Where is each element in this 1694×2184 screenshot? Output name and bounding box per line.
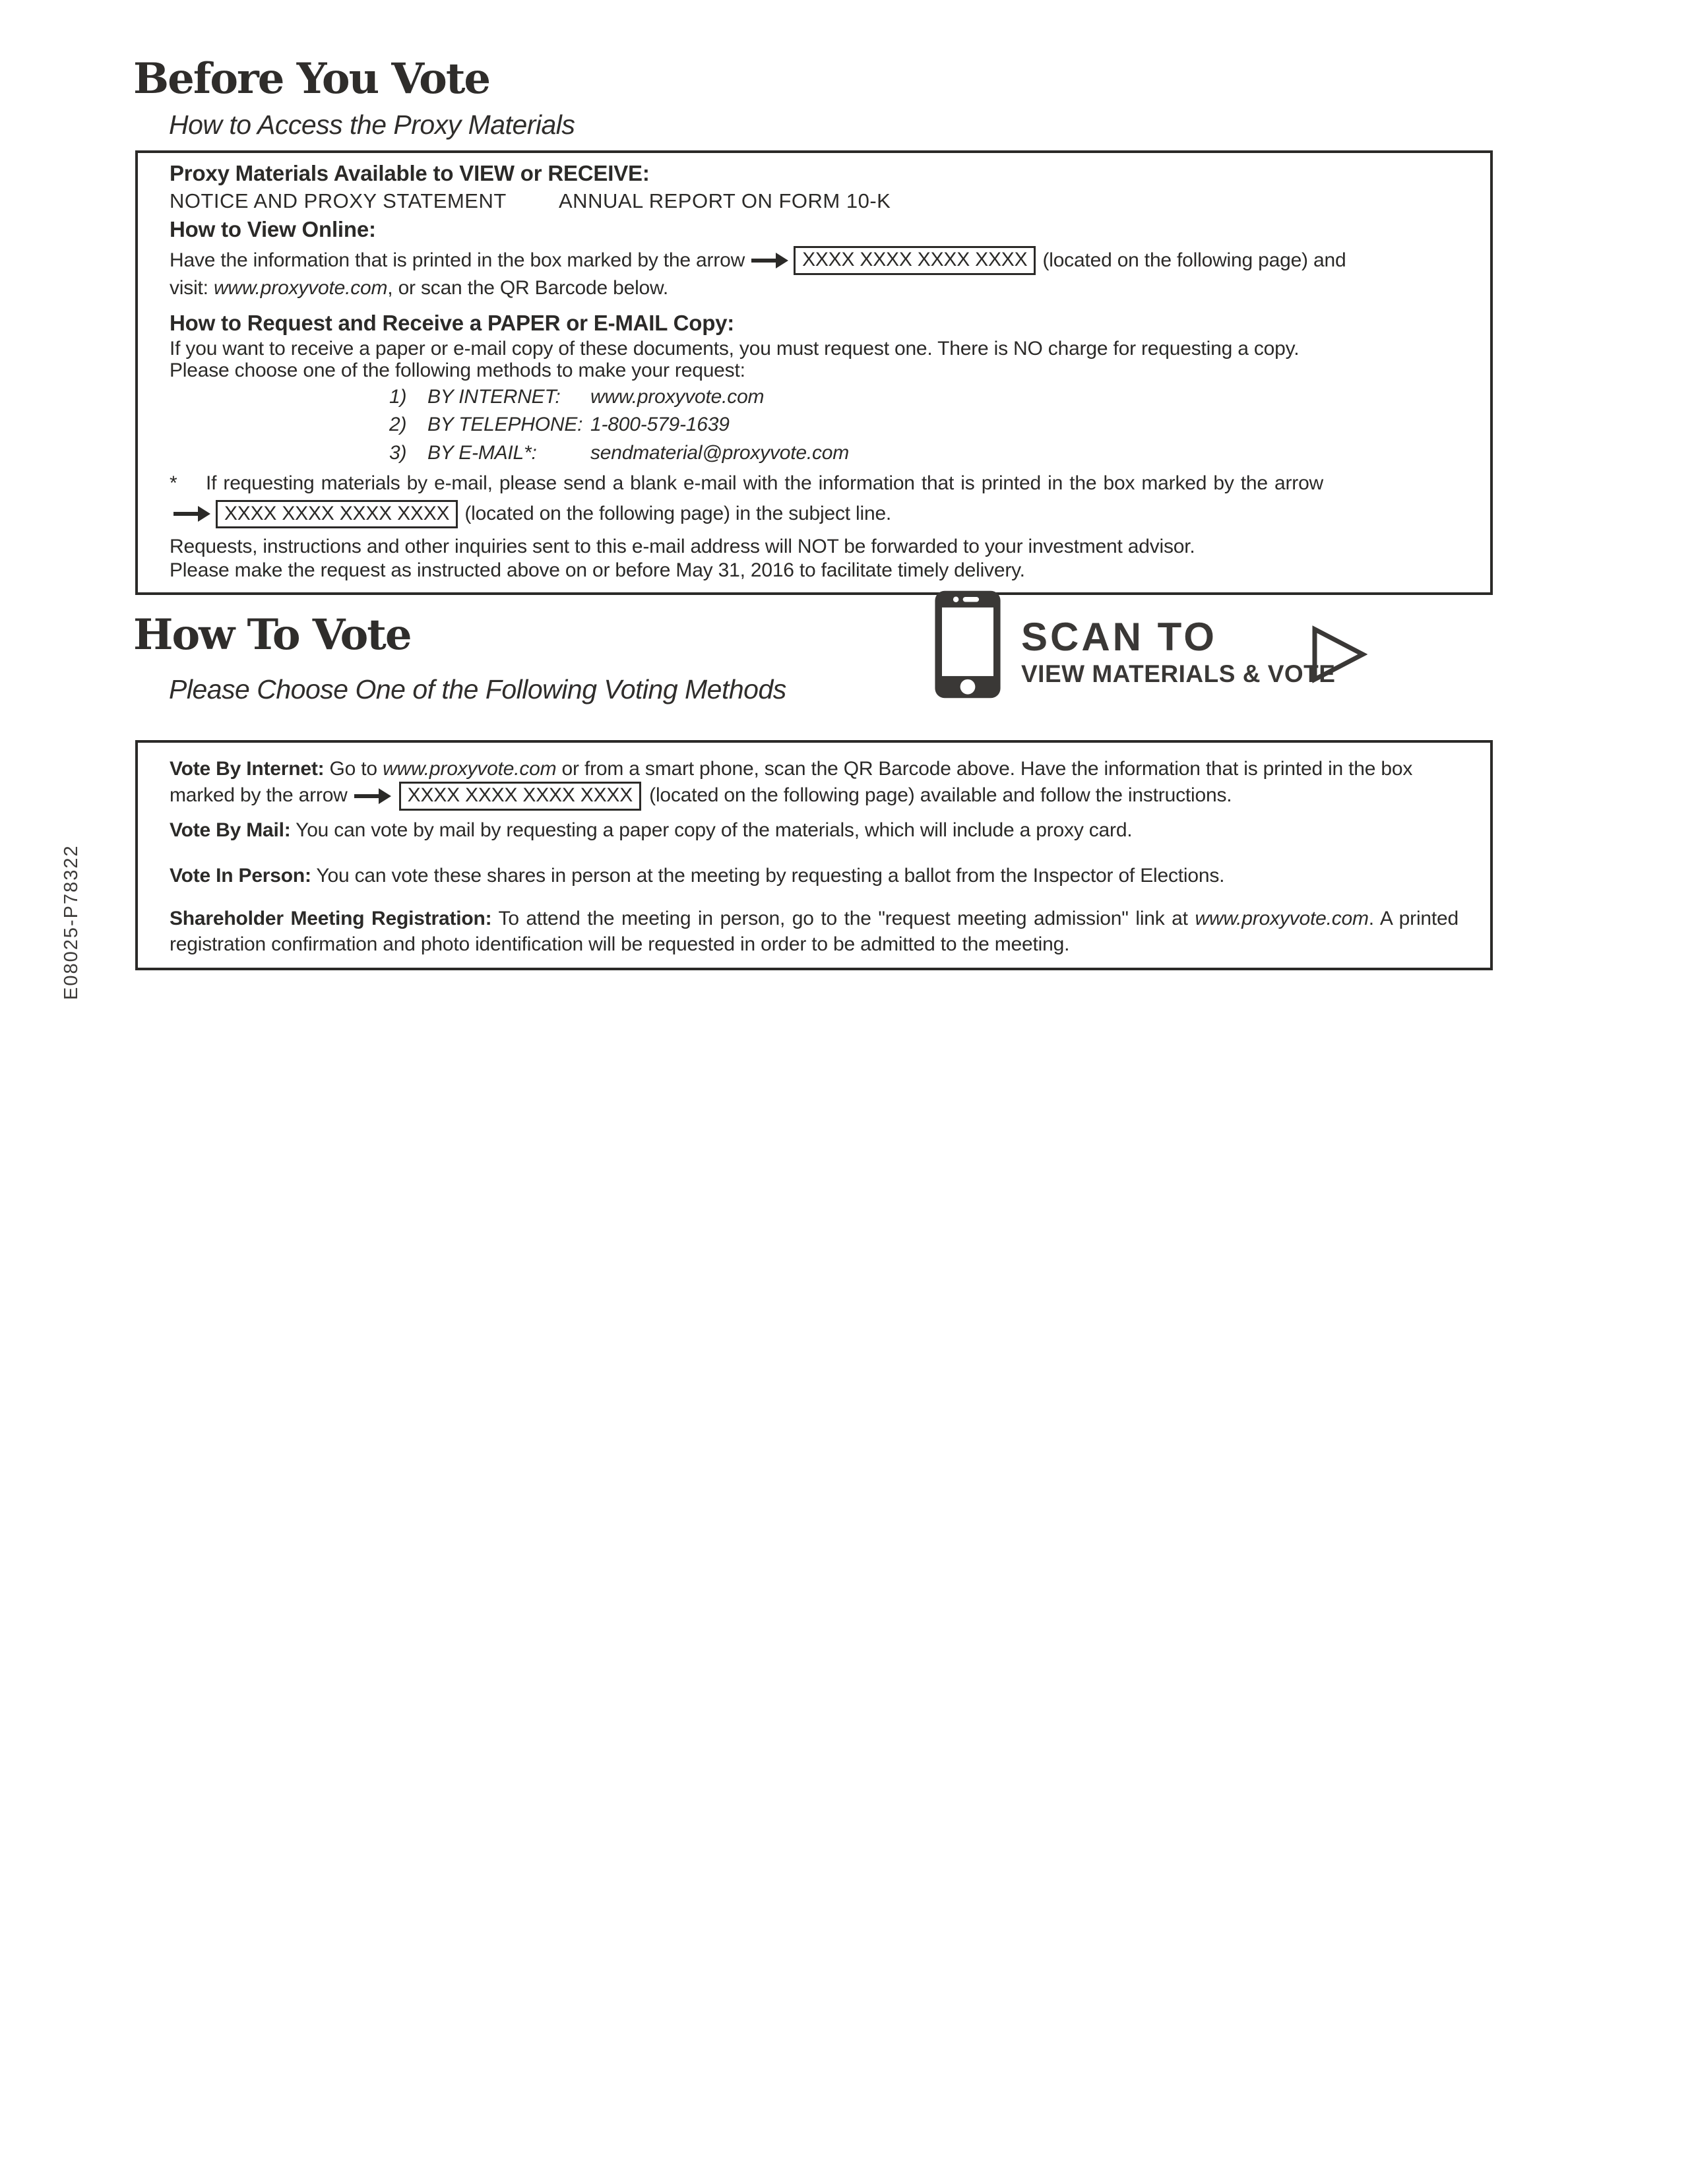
scan-pointer-triangle-icon bbox=[1309, 625, 1367, 683]
vote-by-internet-label: Vote By Internet: bbox=[170, 758, 325, 780]
email-footnote bbox=[170, 473, 1459, 528]
footnote-asterisk: * bbox=[170, 472, 177, 495]
right-arrow-icon bbox=[751, 252, 788, 269]
method-label-email: BY E-MAIL*: bbox=[427, 441, 537, 464]
method-number: 1) bbox=[389, 385, 407, 408]
view-materials-vote-label: VIEW MATERIALS & VOTE bbox=[1021, 660, 1336, 687]
proxyvote-url: www.proxyvote.com bbox=[383, 758, 557, 780]
vote-in-person-paragraph bbox=[170, 863, 1459, 889]
timely-delivery-note: Please make the request as instructed above on or before May 31, 2016 to facilitate timely delivery. bbox=[170, 559, 1025, 582]
method-value-internet: www.proxyvote.com bbox=[590, 385, 765, 408]
right-arrow-icon bbox=[354, 788, 391, 805]
registration-post: . A printed registration confirmation and photo identification will be requested in order to be admitted to the meeting. bbox=[170, 907, 1459, 955]
view-online-text-pre: Have the information that is printed in the box marked by the arrow bbox=[170, 249, 745, 271]
section-title-how-to-vote: How To Vote bbox=[133, 610, 411, 660]
visit-line-post: , or scan the QR Barcode below. bbox=[387, 276, 668, 299]
section-subtitle-voting-methods: Please Choose One of the Following Voting Methods bbox=[169, 674, 786, 704]
proxyvote-url: www.proxyvote.com bbox=[1195, 907, 1369, 929]
scan-to-label: SCAN TO bbox=[1021, 615, 1217, 659]
vote-in-person-label: Vote In Person: bbox=[170, 864, 311, 887]
document-annual-report-10k: ANNUAL REPORT ON FORM 10-K bbox=[559, 189, 891, 212]
request-methods-list bbox=[389, 387, 1459, 464]
vote-person-body: You can vote these shares in person at the meeting by requesting a ballot from the Inspector of Elections. bbox=[311, 864, 1225, 887]
section-title-before-you-vote: Before You Vote bbox=[133, 54, 490, 104]
footnote-line1 bbox=[170, 473, 1459, 494]
smartphone-icon bbox=[933, 589, 1002, 700]
proxyvote-url: www.proxyvote.com bbox=[213, 276, 388, 299]
voting-methods-box bbox=[135, 740, 1493, 970]
request-copy-heading: How to Request and Receive a PAPER or E-MAIL Copy: bbox=[170, 311, 735, 336]
shareholder-registration-paragraph bbox=[170, 906, 1459, 957]
visit-label: visit: bbox=[170, 276, 214, 299]
view-online-instruction-line bbox=[170, 246, 1459, 275]
method-number: 3) bbox=[389, 441, 407, 464]
method-value-email: sendmaterial@proxyvote.com bbox=[590, 441, 850, 464]
footnote-text: If requesting materials by e-mail, please send a blank e-mail with the information that is printed in the box marked by the arrow bbox=[206, 472, 1324, 495]
vote-internet-post: (located on the following page) available and follow the instructions. bbox=[644, 784, 1232, 806]
method-number: 2) bbox=[389, 414, 407, 436]
vote-mail-body: You can vote by mail by requesting a paper copy of the materials, which will include a proxy card. bbox=[290, 819, 1133, 841]
method-label-internet: BY INTERNET: bbox=[427, 385, 561, 408]
method-value-telephone: 1-800-579-1639 bbox=[590, 414, 730, 436]
document-notice-and-proxy-statement: NOTICE AND PROXY STATEMENT bbox=[170, 189, 507, 212]
vote-internet-pre: Go to bbox=[324, 758, 383, 780]
footnote-line2 bbox=[173, 500, 1459, 529]
vote-by-mail-paragraph bbox=[170, 817, 1459, 843]
control-number-box: XXXX XXXX XXXX XXXX bbox=[216, 500, 458, 529]
how-to-view-online-heading: How to View Online: bbox=[170, 217, 376, 242]
form-code-vertical: E08025-P78322 bbox=[61, 844, 82, 1000]
method-label-telephone: BY TELEPHONE: bbox=[427, 414, 583, 436]
control-number-box: XXXX XXXX XXXX XXXX bbox=[794, 246, 1036, 275]
request-copy-body-line1: If you want to receive a paper or e-mail copy of these documents, you must request one. There is NO charge for requesting a copy. bbox=[170, 338, 1300, 360]
right-arrow-icon bbox=[173, 505, 210, 522]
view-online-visit-line bbox=[170, 278, 1459, 299]
vote-by-internet-paragraph bbox=[170, 756, 1459, 811]
footnote-line2-post: (located on the following page) in the subject line. bbox=[464, 503, 892, 525]
no-forward-note: Requests, instructions and other inquiries sent to this e-mail address will NOT be forwarded to your investment advisor. bbox=[170, 536, 1195, 558]
view-online-text-post: (located on the following page) and bbox=[1042, 249, 1346, 271]
vote-internet-mid: or from a smart phone, scan the QR Barcode above. Have the information that is printed in the box marked by the arrow bbox=[170, 758, 1413, 806]
materials-documents-row bbox=[170, 190, 1459, 212]
shareholder-registration-label: Shareholder Meeting Registration: bbox=[170, 907, 492, 929]
registration-pre: To attend the meeting in person, go to the "request meeting admission" link at bbox=[491, 907, 1195, 929]
control-number-box: XXXX XXXX XXXX XXXX bbox=[399, 782, 641, 811]
section-subtitle-access-materials: How to Access the Proxy Materials bbox=[169, 109, 575, 140]
proxy-materials-box bbox=[135, 150, 1493, 595]
vote-by-mail-label: Vote By Mail: bbox=[170, 819, 291, 841]
request-copy-body-line2: Please choose one of the following methods to make your request: bbox=[170, 359, 745, 381]
materials-available-heading: Proxy Materials Available to VIEW or RECEIVE: bbox=[170, 161, 650, 185]
